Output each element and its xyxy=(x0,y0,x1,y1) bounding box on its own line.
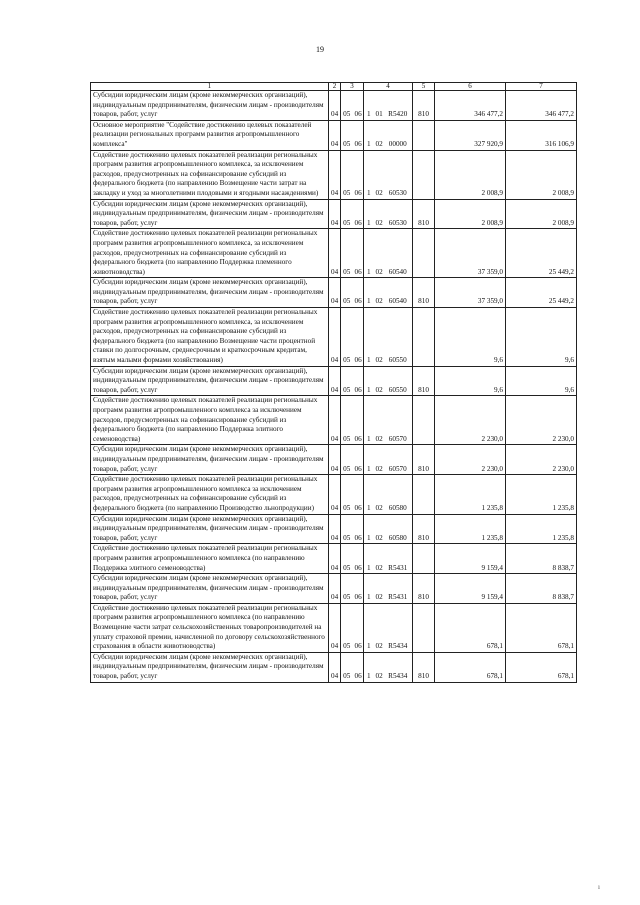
code-section: 05 xyxy=(341,603,353,652)
code-chapter: 04 xyxy=(329,544,341,574)
code-chapter: 04 xyxy=(329,574,341,604)
amount-year-2: 346 477,2 xyxy=(506,91,577,121)
code-subsection: 06 xyxy=(353,514,364,544)
code-expense-type: 810 xyxy=(413,199,435,229)
code-subprogram: 02 xyxy=(374,544,384,574)
code-section: 05 xyxy=(341,308,353,367)
code-program: 1 xyxy=(364,91,374,121)
code-chapter: 04 xyxy=(329,229,341,278)
row-name: Содействие достижению целевых показателей реализации региональных программ развития агропромышленного комплекса за исключением расходов, предусмотренных на софинансирование субсидий из федерального бюджета (по направлению Поддержка элитного семеноводства) xyxy=(91,396,329,445)
code-subsection: 06 xyxy=(353,475,364,514)
code-subprogram: 02 xyxy=(374,278,384,308)
code-program: 1 xyxy=(364,445,374,475)
code-subsection: 06 xyxy=(353,308,364,367)
code-direction: 60570 xyxy=(384,445,413,475)
code-direction: 60540 xyxy=(384,278,413,308)
amount-year-1: 9,6 xyxy=(435,308,506,367)
amount-year-2: 2 008,9 xyxy=(506,150,577,199)
code-section: 05 xyxy=(341,396,353,445)
code-chapter: 04 xyxy=(329,475,341,514)
code-subsection: 06 xyxy=(353,150,364,199)
code-subsection: 06 xyxy=(353,574,364,604)
amount-year-1: 37 359,0 xyxy=(435,278,506,308)
code-subsection: 06 xyxy=(353,278,364,308)
header-col-7: 7 xyxy=(506,83,577,91)
code-expense-type: 810 xyxy=(413,91,435,121)
row-name: Субсидии юридическим лицам (кроме некоммерческих организаций), индивидуальным предпринимателям, физическим лицам - производителям товаров, работ, услуг xyxy=(91,199,329,229)
row-name: Содействие достижению целевых показателей реализации региональных программ развития агропромышленного комплекса, за исключением расходов, предусмотренных на софинансирование субсидий из федерального бюджета (по направлению Возмещение части затрат на закладку и уход за многолетними плодовыми и ягодными насаждениями) xyxy=(91,150,329,199)
code-section: 05 xyxy=(341,574,353,604)
amount-year-1: 9 159,4 xyxy=(435,574,506,604)
header-col-5: 5 xyxy=(413,83,435,91)
amount-year-2: 8 838,7 xyxy=(506,574,577,604)
code-subprogram: 02 xyxy=(374,366,384,396)
code-section: 05 xyxy=(341,445,353,475)
header-col-4: 4 xyxy=(364,83,413,91)
row-name: Содействие достижению целевых показателей реализации региональных программ развития агропромышленного комплекса, за исключением расходов, предусмотренных на софинансирование субсидий из федерального бюджета (по направлению Возмещение части процентной ставки по долгосрочным, среднесрочным и краткосрочным кредитам, взятым малыми формами хозяйствования) xyxy=(91,308,329,367)
row-name: Субсидии юридическим лицам (кроме некоммерческих организаций), индивидуальным предпринимателям, физическим лицам - производителям товаров, работ, услуг xyxy=(91,652,329,682)
code-subsection: 06 xyxy=(353,229,364,278)
code-subprogram: 02 xyxy=(374,120,384,150)
code-section: 05 xyxy=(341,544,353,574)
table-row xyxy=(91,229,577,278)
code-subsection: 06 xyxy=(353,445,364,475)
code-chapter: 04 xyxy=(329,366,341,396)
code-section: 05 xyxy=(341,120,353,150)
amount-year-1: 678,1 xyxy=(435,603,506,652)
table-row xyxy=(91,396,577,445)
amount-year-1: 327 920,9 xyxy=(435,120,506,150)
code-chapter: 04 xyxy=(329,652,341,682)
header-col-2: 2 xyxy=(329,83,341,91)
code-expense-type: 810 xyxy=(413,574,435,604)
code-expense-type: 810 xyxy=(413,652,435,682)
amount-year-2: 25 449,2 xyxy=(506,229,577,278)
code-direction: 60570 xyxy=(384,396,413,445)
code-section: 05 xyxy=(341,91,353,121)
table-row xyxy=(91,91,577,121)
code-expense-type xyxy=(413,396,435,445)
amount-year-2: 9,6 xyxy=(506,308,577,367)
amount-year-2: 1 235,8 xyxy=(506,475,577,514)
code-subprogram: 02 xyxy=(374,396,384,445)
code-expense-type xyxy=(413,229,435,278)
code-chapter: 04 xyxy=(329,150,341,199)
amount-year-2: 2 008,9 xyxy=(506,199,577,229)
table-row xyxy=(91,120,577,150)
code-chapter: 04 xyxy=(329,396,341,445)
code-section: 05 xyxy=(341,229,353,278)
code-chapter: 04 xyxy=(329,603,341,652)
code-program: 1 xyxy=(364,308,374,367)
code-program: 1 xyxy=(364,120,374,150)
code-direction: R5431 xyxy=(384,544,413,574)
code-expense-type xyxy=(413,544,435,574)
amount-year-1: 37 359,0 xyxy=(435,229,506,278)
code-direction: 60530 xyxy=(384,150,413,199)
code-subprogram: 02 xyxy=(374,229,384,278)
amount-year-1: 346 477,2 xyxy=(435,91,506,121)
row-name: Субсидии юридическим лицам (кроме некоммерческих организаций), индивидуальным предпринимателям, физическим лицам - производителям товаров, работ, услуг xyxy=(91,445,329,475)
code-subprogram: 02 xyxy=(374,652,384,682)
code-direction: 60550 xyxy=(384,366,413,396)
row-name: Содействие достижению целевых показателей реализации региональных программ развития агропромышленного комплекса, за исключением расходов, предусмотренных на софинансирование субсидий из федерального бюджета (по направлению Поддержка племенного животноводства) xyxy=(91,229,329,278)
code-chapter: 04 xyxy=(329,91,341,121)
code-subsection: 06 xyxy=(353,91,364,121)
code-chapter: 04 xyxy=(329,199,341,229)
table-row xyxy=(91,603,577,652)
code-program: 1 xyxy=(364,199,374,229)
code-chapter: 04 xyxy=(329,445,341,475)
code-subprogram: 02 xyxy=(374,574,384,604)
amount-year-1: 9 159,4 xyxy=(435,544,506,574)
header-col-1: 1 xyxy=(91,83,329,91)
amount-year-2: 678,1 xyxy=(506,652,577,682)
code-expense-type xyxy=(413,150,435,199)
row-name: Основное мероприятие "Содействие достижению целевых показателей реализации региональных программ развития агропромышленного комплекса" xyxy=(91,120,329,150)
code-subprogram: 01 xyxy=(374,91,384,121)
amount-year-2: 2 230,0 xyxy=(506,396,577,445)
code-program: 1 xyxy=(364,603,374,652)
code-direction: R5431 xyxy=(384,574,413,604)
row-name: Субсидии юридическим лицам (кроме некоммерческих организаций), индивидуальным предпринимателям, физическим лицам - производителям товаров, работ, услуг xyxy=(91,574,329,604)
code-subprogram: 02 xyxy=(374,514,384,544)
code-direction: R5420 xyxy=(384,91,413,121)
code-subprogram: 02 xyxy=(374,199,384,229)
row-name: Субсидии юридическим лицам (кроме некоммерческих организаций), индивидуальным предпринимателям, физическим лицам - производителям товаров, работ, услуг xyxy=(91,366,329,396)
code-program: 1 xyxy=(364,366,374,396)
row-name: Содействие достижению целевых показателей реализации региональных программ развития агропромышленного комплекса за исключением расходов, предусмотренных на софинансирование субсидий из федерального бюджета (по направлению Производство льнопродукции) xyxy=(91,475,329,514)
code-program: 1 xyxy=(364,278,374,308)
code-expense-type: 810 xyxy=(413,278,435,308)
code-subsection: 06 xyxy=(353,544,364,574)
table-row xyxy=(91,544,577,574)
code-section: 05 xyxy=(341,366,353,396)
code-expense-type xyxy=(413,603,435,652)
amount-year-2: 9,6 xyxy=(506,366,577,396)
row-name: Субсидии юридическим лицам (кроме некоммерческих организаций), индивидуальным предпринимателям, физическим лицам - производителям товаров, работ, услуг xyxy=(91,278,329,308)
amount-year-2: 1 235,8 xyxy=(506,514,577,544)
code-expense-type xyxy=(413,308,435,367)
code-chapter: 04 xyxy=(329,278,341,308)
amount-year-1: 2 230,0 xyxy=(435,396,506,445)
corner-mark: ı xyxy=(598,883,600,891)
code-program: 1 xyxy=(364,475,374,514)
code-chapter: 04 xyxy=(329,308,341,367)
code-program: 1 xyxy=(364,229,374,278)
table-row xyxy=(91,514,577,544)
code-expense-type xyxy=(413,475,435,514)
amount-year-1: 2 008,9 xyxy=(435,150,506,199)
code-direction: 60550 xyxy=(384,308,413,367)
header-col-3: 3 xyxy=(341,83,364,91)
row-name: Содействие достижению целевых показателей реализации региональных программ развития агропромышленного комплекса (по направлению Поддержка элитного семеноводства) xyxy=(91,544,329,574)
code-section: 05 xyxy=(341,652,353,682)
amount-year-2: 316 106,9 xyxy=(506,120,577,150)
table-header-row xyxy=(91,83,577,91)
table-row xyxy=(91,445,577,475)
code-program: 1 xyxy=(364,544,374,574)
table-body xyxy=(91,91,577,683)
code-direction: R5434 xyxy=(384,603,413,652)
code-program: 1 xyxy=(364,574,374,604)
table-row xyxy=(91,150,577,199)
table-row xyxy=(91,652,577,682)
code-subprogram: 02 xyxy=(374,150,384,199)
code-direction: R5434 xyxy=(384,652,413,682)
code-section: 05 xyxy=(341,514,353,544)
code-subsection: 06 xyxy=(353,396,364,445)
code-chapter: 04 xyxy=(329,514,341,544)
code-section: 05 xyxy=(341,199,353,229)
table-row xyxy=(91,278,577,308)
code-expense-type: 810 xyxy=(413,514,435,544)
budget-table xyxy=(90,82,577,683)
code-subsection: 06 xyxy=(353,366,364,396)
code-subprogram: 02 xyxy=(374,445,384,475)
code-subprogram: 02 xyxy=(374,603,384,652)
code-subsection: 06 xyxy=(353,652,364,682)
code-expense-type: 810 xyxy=(413,366,435,396)
table-row xyxy=(91,308,577,367)
code-direction: 60580 xyxy=(384,514,413,544)
amount-year-2: 25 449,2 xyxy=(506,278,577,308)
amount-year-2: 678,1 xyxy=(506,603,577,652)
code-direction: 60530 xyxy=(384,199,413,229)
code-section: 05 xyxy=(341,475,353,514)
table-row xyxy=(91,366,577,396)
amount-year-1: 1 235,8 xyxy=(435,475,506,514)
code-program: 1 xyxy=(364,150,374,199)
code-expense-type xyxy=(413,120,435,150)
amount-year-1: 678,1 xyxy=(435,652,506,682)
code-chapter: 04 xyxy=(329,120,341,150)
amount-year-2: 8 838,7 xyxy=(506,544,577,574)
table-row xyxy=(91,574,577,604)
code-program: 1 xyxy=(364,652,374,682)
table-row xyxy=(91,475,577,514)
header-col-6: 6 xyxy=(435,83,506,91)
amount-year-1: 9,6 xyxy=(435,366,506,396)
row-name: Субсидии юридическим лицам (кроме некоммерческих организаций), индивидуальным предпринимателям, физическим лицам - производителям товаров, работ, услуг xyxy=(91,91,329,121)
amount-year-1: 1 235,8 xyxy=(435,514,506,544)
amount-year-2: 2 230,0 xyxy=(506,445,577,475)
amount-year-1: 2 008,9 xyxy=(435,199,506,229)
code-direction: 00000 xyxy=(384,120,413,150)
table-row xyxy=(91,199,577,229)
code-section: 05 xyxy=(341,150,353,199)
code-direction: 60540 xyxy=(384,229,413,278)
row-name: Субсидии юридическим лицам (кроме некоммерческих организаций), индивидуальным предпринимателям, физическим лицам - производителям товаров, работ, услуг xyxy=(91,514,329,544)
code-section: 05 xyxy=(341,278,353,308)
code-direction: 60580 xyxy=(384,475,413,514)
amount-year-1: 2 230,0 xyxy=(435,445,506,475)
code-expense-type: 810 xyxy=(413,445,435,475)
code-subprogram: 02 xyxy=(374,308,384,367)
code-subprogram: 02 xyxy=(374,475,384,514)
page-number: 19 xyxy=(316,45,324,54)
code-subsection: 06 xyxy=(353,603,364,652)
code-subsection: 06 xyxy=(353,199,364,229)
code-program: 1 xyxy=(364,396,374,445)
row-name: Содействие достижению целевых показателей реализации региональных программ развития агропромышленного комплекса (по направлению Возмещение части затрат сельскохозяйственных товаропроизводителей на уплату страховой премии, начисленной по договору сельскохозяйственного страхования в области животноводства) xyxy=(91,603,329,652)
code-program: 1 xyxy=(364,514,374,544)
code-subsection: 06 xyxy=(353,120,364,150)
